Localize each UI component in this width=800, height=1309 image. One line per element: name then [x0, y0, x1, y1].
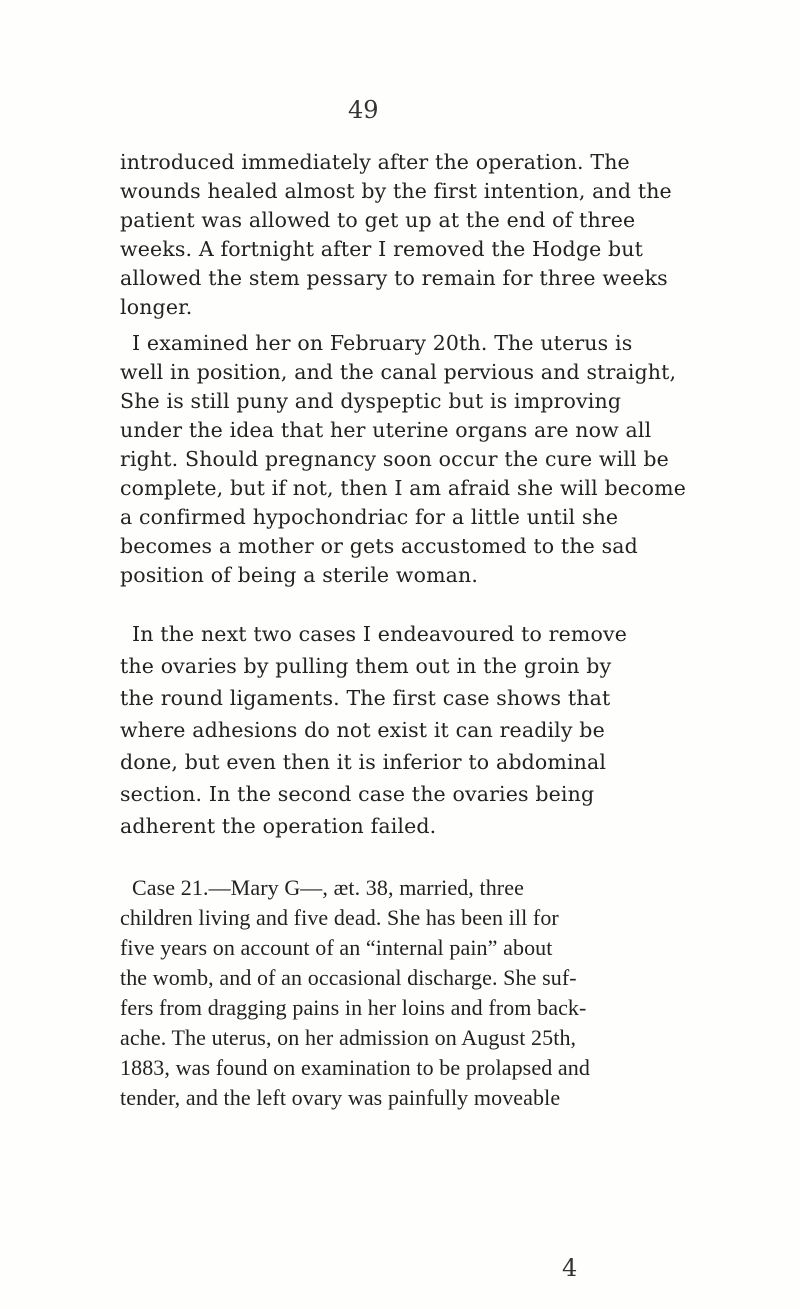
text-line: the womb, and of an occasional discharge. She suf-	[120, 965, 577, 990]
text-line: where adhesions do not exist it can readily be	[120, 718, 605, 742]
text-line: fers from dragging pains in her loins and from back-	[120, 995, 587, 1020]
text-line: adherent the operation failed.	[120, 814, 437, 838]
signature-mark: 4	[562, 1254, 578, 1282]
text-line: complete, but if not, then I am afraid she will become	[120, 476, 686, 500]
text-line: children living and five dead. She has been ill for	[120, 905, 559, 930]
text-line: the ovaries by pulling them out in the groin by	[120, 654, 612, 678]
text-line: patient was allowed to get up at the end of three	[120, 208, 636, 232]
text-line: section. In the second case the ovaries being	[120, 782, 595, 806]
text-line: wounds healed almost by the first intention, and the	[120, 179, 672, 203]
text-line: well in position, and the canal pervious and straight,	[120, 360, 677, 384]
text-line: She is still puny and dyspeptic but is improving	[120, 389, 622, 413]
text-line: Case 21.—Mary G—, æt. 38, married, three	[132, 875, 524, 900]
text-line: under the idea that her uterine organs are now all	[120, 418, 652, 442]
text-line: longer.	[120, 295, 193, 319]
text-line: allowed the stem pessary to remain for three weeks	[120, 266, 668, 290]
text-line: ache. The uterus, on her admission on August 25th,	[120, 1025, 577, 1050]
text-line: weeks. A fortnight after I removed the Hodge but	[120, 237, 644, 261]
text-line: the round ligaments. The first case shows that	[120, 686, 611, 710]
text-line: done, but even then it is inferior to abdominal	[120, 750, 607, 774]
text-line: I examined her on February 20th. The uterus is	[132, 331, 633, 355]
text-line: tender, and the left ovary was painfully moveable	[120, 1085, 561, 1110]
text-line: In the next two cases I endeavoured to remove	[132, 622, 627, 646]
text-line: becomes a mother or gets accustomed to the sad	[120, 534, 638, 558]
text-line: five years on account of an “internal pain” about	[120, 935, 553, 960]
text-line: 1883, was found on examination to be prolapsed and	[120, 1055, 590, 1080]
text-line: right. Should pregnancy soon occur the cure will be	[120, 447, 669, 471]
text-line: position of being a sterile woman.	[120, 563, 479, 587]
text-line: a confirmed hypochondriac for a little until she	[120, 505, 619, 529]
text-line: introduced immediately after the operation. The	[120, 150, 630, 174]
page-number: 49	[348, 96, 379, 124]
